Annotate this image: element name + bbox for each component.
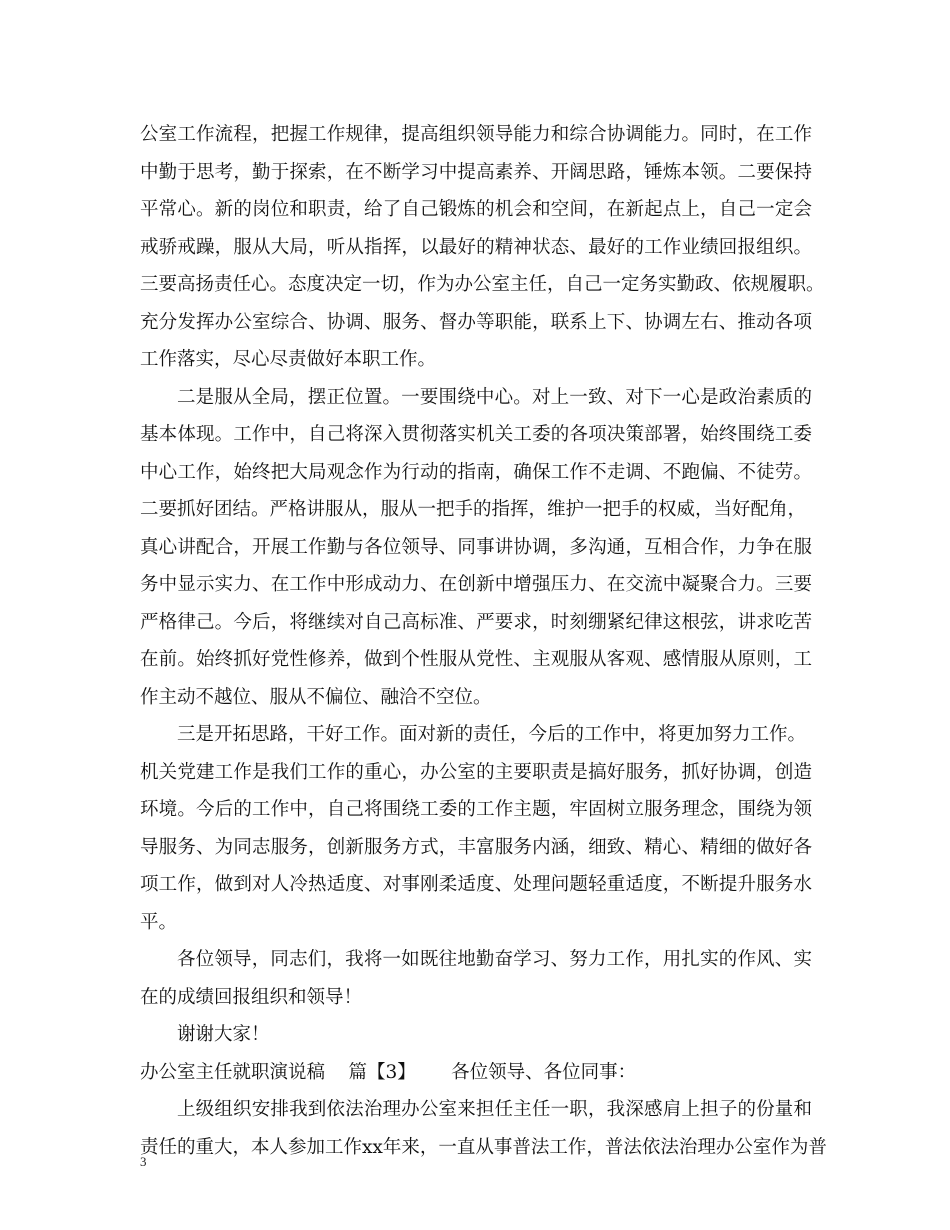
text-line: 真心讲配合，开展工作勤与各位领导、同事讲协调，多沟通，互相合作，力争在服: [140, 536, 812, 558]
text-line: 中勤于思考，勤于探索，在不断学习中提高素养、开阔思路，锤炼本领。二要保持: [140, 161, 812, 183]
text-line: 平。: [140, 911, 178, 933]
text-line: 充分发挥办公室综合、协调、服务、督办等职能，联系上下、协调左右、推动各项: [140, 311, 812, 333]
text-line: 基本体现。工作中，自己将深入贯彻落实机关工委的各项决策部署，始终围绕工委: [140, 424, 812, 445]
text-line: 作主动不越位、服从不偏位、融洽不空位。: [140, 686, 492, 708]
text-line: 在前。始终抓好党性修养，做到个性服从党性、主观服从客观、感情服从原则，工: [140, 649, 812, 670]
text-line: 在的成绩回报组织和领导！: [140, 986, 363, 1008]
document-body: [140, 116, 827, 1166]
text-line: 项工作，做到对人冷热适度、对事刚柔适度、处理问题轻重适度，不断提升服务水: [140, 874, 812, 895]
text-line: 导服务、为同志服务，创新服务方式，丰富服务内涵，细致、精心、精细的做好各: [140, 836, 812, 858]
text-line: 上级组织安排我到依法治理办公室来担任主任一职，我深感肩上担子的份量和: [177, 1099, 812, 1120]
text-line: 公室工作流程，把握工作规律，提高组织领导能力和综合协调能力。同时，在工作: [140, 124, 812, 145]
text-line: 严格律己。今后，将继续对自己高标准、严要求，时刻绷紧纪律这根弦，讲求吃苦: [140, 611, 812, 633]
text-line: 二是服从全局，摆正位置。一要围绕中心。对上一致、对下一心是政治素质的: [177, 386, 812, 408]
text-line: 平常心。新的岗位和职责，给了自己锻炼的机会和空间，在新起点上，自己一定会: [140, 199, 812, 220]
text-line: 各位领导，同志们，我将一如既往地勤奋学习、努力工作，用扎实的作风、实: [177, 949, 812, 970]
text-line: 责任的重大，本人参加工作xx年来，一直从事普法工作，普法依法治理办公室作为普: [140, 1136, 827, 1158]
text-line: 谢谢大家！: [177, 1024, 270, 1045]
text-line: 环境。今后的工作中，自己将围绕工委的工作主题，牢固树立服务理念，围绕为领: [140, 799, 812, 820]
text-line: 工作落实，尽心尽责做好本职工作。: [140, 349, 437, 370]
text-line: 中心工作，始终把大局观念作为行动的指南，确保工作不走调、不跑偏、不徒劳。: [140, 461, 812, 483]
page-number: 3: [140, 1154, 147, 1169]
text-line: 务中显示实力、在工作中形成动力、在创新中增强压力、在交流中凝聚合力。三要: [140, 574, 812, 595]
text-line: 三要高扬责任心。态度决定一切，作为办公室主任，自己一定务实勤政、依规履职。: [140, 274, 825, 295]
text-line: 戒骄戒躁，服从大局，听从指挥，以最好的精神状态、最好的工作业绩回报组织。: [140, 236, 812, 258]
text-line: 二要抓好团结。严格讲服从，服从一把手的指挥，维护一把手的权威，当好配角，: [140, 499, 807, 520]
text-line: 机关党建工作是我们工作的重心，办公室的主要职责是搞好服务，抓好协调，创造: [140, 761, 812, 783]
text-line: 三是开拓思路，干好工作。面对新的责任，今后的工作中，将更加努力工作。: [177, 724, 807, 745]
text-line: 办公室主任就职演说稿 篇【3】 各位领导、各位同事：: [140, 1061, 637, 1083]
